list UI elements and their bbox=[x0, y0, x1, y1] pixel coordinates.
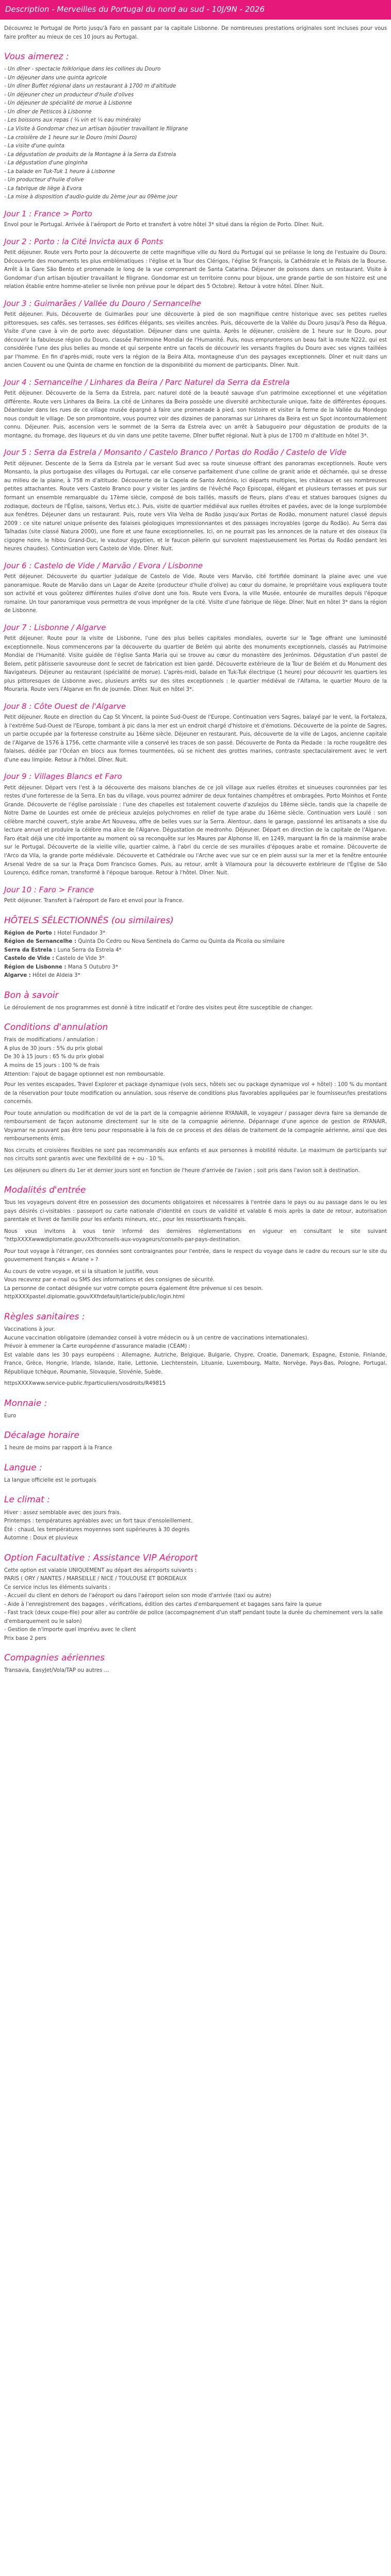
day-9-heading: Jour 9 : Villages Blancs et Faro bbox=[4, 772, 122, 782]
day-10-heading: Jour 10 : Faro > France bbox=[4, 885, 94, 894]
conditions-paragraph: Nos circuits et croisières flexibles ne sont pas recommandés aux enfants et aux personnes à mobilité réduite. Le maximum de participants sur nos circuits sont garantis avec une flexibilité de + ou - 10 %. bbox=[4, 1147, 387, 1162]
hotel-name: Castelo de Vide 3* bbox=[54, 956, 105, 962]
modalites-line: Au cours de votre voyage, et si la situation le justifie, vous bbox=[4, 1268, 158, 1275]
day-3-text: Petit déjeuner. Puis, Découverte de Guimarães pour une découverte à pied de son magnifique centre historique avec ses petites ruelles pittoresques, ses cafés, ses terrasses, ses édifices élégants, ses vieilles ancrées. Puis, découverte de la Vallée du Douro jusqu'à Peso da Régua. Visite d'une cave à vin de porto avec dégustation. Déjeuner dans une quinta. Après le déjeuner, croisière de 1 heure sur le Douro, pour découvrir la fabuleuse région du Douro, classée Patrimoine Mondial de l'Humanité. Puis, nous emprunterons un beau fait la route N222, qui est considérée l'une des plus belles au monde et qui serpente entre un facels de découvrir les versants fragiles du Douro avec ses vignes taillées par l'homme. En fin d'après-midi, route vers la région de la Beira Alta, montagneuse d'un des paysages exceptionnels. Dîner et nuit dans un ancien Couvent ou une Quinta de charme en fonction de la disponibilité du moment de participants. Dîner. Nuit. bbox=[4, 312, 387, 369]
climat-heading: Le climat : bbox=[4, 1495, 50, 1505]
modalites-paragraph: Tous les voyageurs doivent être en possession des documents obligatoires et nécessaires à l'entrée dans le pays ou au passage dans le ou les pays désirés ci-visitables : passeport ou carte nationale d'identité en cours de validité et valable 6 mois après la date de retour, autorisation parentale et livret de famille pour les enfants mineurs, etc., pour les ressortissants français. bbox=[4, 1200, 387, 1223]
list-item: - La mise à disposition d'audio-guide du 2ème jour au 09ème jour bbox=[4, 194, 177, 200]
hotel-region: Région de Lisbonne : bbox=[4, 964, 67, 970]
list-item: - La balade en Tuk-Tuk 1 heure à Lisbonne bbox=[4, 168, 115, 175]
hotels-heading: HÔTELS SÉLECTIONNÉS (ou similaires) bbox=[4, 915, 174, 926]
hotel-name: Hôtel de Aldeia 3* bbox=[30, 973, 80, 979]
list-item: - Les boissons aux repas ( ¼ vin et ¼ eau minérale) bbox=[4, 117, 141, 124]
list-item: - Un producteur d'huile d'olive bbox=[4, 177, 84, 183]
option-line: - Aide à l'enregistrement des bagages , vérifications, édition des cartes d'embarquement et bagages sans faire la queue bbox=[4, 1601, 322, 1607]
decalage-value: 1 heure de moins par rapport à la France bbox=[4, 1445, 112, 1451]
sanitaires-line: Vaccinations à jour. bbox=[4, 1327, 55, 1333]
decalage-heading: Décalage horaire bbox=[4, 1430, 79, 1441]
day-7-text: Petit déjeuner. Route pour la visite de Lisbonne, l'une des plus belles capitales mondiales, ouverte sur le Tage offrant une luminosité exceptionnelle. Nous commencerons par la découverte du quartier de Belém qui abrite des monuments exceptionnels, classés au Patrimoine Mondial de l'Humanité. Visite guidée de l'église Santa Maria qui se trouve au cœur du monastère des Jerónimos. Dégustation d'un pastel de Belem, petit pâtisserie savoureuse dont le secret de fabrication est bien gardé. Découverte extérieure de la Tour de Belém et du Monument des Navigateurs. Déjeuner au restaurant (spécialité de morue). L'après-midi, balade en Tuk-Tuk électrique (1 heure) pour découvrir les quartiers les plus pittoresques de Lisbonne avec, plusieurs arrêts sur des sites exceptionnels : le quartier médiéval de l'Alfama, le quartier Mouro de la Mouraria. Route vers l'Algarve en fin de journée. Dîner. Nuit en hôtel 3*. bbox=[4, 636, 387, 693]
sanitaires-heading: Règles sanitaires : bbox=[4, 1311, 85, 1322]
condition-line: Attention: l'ajout de bagage optionnel est non remboursable. bbox=[4, 1071, 165, 1077]
hotel-item bbox=[4, 963, 387, 972]
langue-heading: Langue : bbox=[4, 1462, 42, 1473]
hotel-item bbox=[4, 938, 387, 946]
hotel-region: Région de Sernancelhe : bbox=[4, 939, 76, 945]
monnaie-value: Euro bbox=[4, 1413, 17, 1419]
climat-line: Hiver : assez semblable avec des jours frais. bbox=[4, 1510, 121, 1516]
list-item: - La dégustation de produits de la Montagne à la Serra da Estrela bbox=[4, 151, 176, 158]
list-item: - Un dîner - spectacle folklorique dans les collines du Douro bbox=[4, 66, 161, 73]
climat-line: Été : chaud, les températures moyennes sont supérieures à 30 degrés bbox=[4, 1527, 190, 1533]
list-item: - Un déjeuner dans une quinta agricole bbox=[4, 75, 107, 81]
sanitaires-paragraph: Est valable dans les 30 pays européens : Allemagne, Autriche, Belgique, Bulgarie, Chypre, Croatie, Danemark, Espagne, Estonie, Finlande, France, Grèce, Hongrie, Irlande, Islande, Italie, Lettonie, Liechtenstein, Lituanie, Luxembourg, Malte, Norvège, Pays-Bas, Pologne, Portugal, République tchèque, Roumanie, Slovaquie, Slovénie, Suède. bbox=[4, 1352, 387, 1375]
conditions-heading: Conditions d'annulation bbox=[4, 1022, 108, 1033]
option-line: - Accueil du client en dehors de l'aéroport ou dans l'aéroport selon son mode d'arrivée (taxi ou autre) bbox=[4, 1593, 271, 1599]
condition-line: Frais de modifications / annulation : bbox=[4, 1037, 99, 1043]
day-1-heading: Jour 1 : France > Porto bbox=[4, 209, 92, 218]
list-item: - La visite d'une quinta bbox=[4, 143, 64, 149]
day-5-heading: Jour 5 : Serra da Estrela / Monsanto / Castelo Branco / Portas do Rodão / Castelo de Vide bbox=[4, 448, 347, 457]
day-3-heading: Jour 3 : Guimarães / Vallée du Douro / Sernancelhe bbox=[4, 298, 201, 308]
option-lines bbox=[4, 1567, 387, 1643]
list-item: - Un déjeuner de spécialité de morue à Lisbonne bbox=[4, 100, 132, 107]
climat-line: Automne : Doux et pluvieux bbox=[4, 1535, 78, 1541]
hotel-region: Région de Porto : bbox=[4, 930, 56, 936]
hotel-region: Serra da Estrela : bbox=[4, 947, 56, 953]
list-item: - Un déjeuner chez un producteur d'huile d'olives bbox=[4, 92, 134, 98]
list-item: - Un dîner de Petiscos à Lisbonne bbox=[4, 109, 92, 115]
compagnies-value: Transavia, EasyJet/Vola/TAP ou autres ... bbox=[4, 1668, 109, 1674]
option-line: PARIS ( ORY / NANTES / MARSEILLE / NICE / TOULOUSE ET BORDEAUX bbox=[4, 1576, 187, 1582]
hotel-name: Hotel Fundador 3* bbox=[56, 930, 106, 936]
hotel-name: Quinta Do Cedro ou Nova Sentinela do Carmo ou Quinta da Picoila ou similaire bbox=[76, 939, 285, 945]
bon-a-savoir-heading: Bon à savoir bbox=[4, 990, 59, 1001]
compagnies-heading: Compagnies aériennes bbox=[4, 1653, 105, 1664]
day-4-heading: Jour 4 : Sernancelhe / Linhares da Beira / Parc Naturel da Serra da Estrela bbox=[4, 377, 290, 387]
sanitaires-line: Aucune vaccination obligatoire (demandez conseil à votre médecin ou à un centre de vaccinations internationales). bbox=[4, 1335, 309, 1341]
conditions-paragraph: Pour toute annulation ou modification de vol de la part de la compagnie aérienne RYANAIR, le voyageur / passager devra faire sa demande de remboursement de façon autonome directement sur le site de la compagnie aérienne. Dépannage d'une agence de gestion de RYANAIR, Voyamar ne pouvant pas être tenu pour responsable à la fois de ce process et des délais de traitement de la compagnie aérienne, ainsi que des remboursements émis. bbox=[4, 1110, 387, 1142]
sanitaires-line: Prévoir à emmener la Carte européenne d'assurance maladie (CEAM) : bbox=[4, 1344, 190, 1350]
hotel-name: Luna Serra da Estrela 4* bbox=[56, 947, 122, 953]
modalites-paragraph: Nous vous invitons à vous tenir informé des dernières réglementations en vigueur en consultant le site suivant "httpXXXXwwwdiplomatie.gouvXXfrconseils-aux-voyageurs/conseils-par-pays-destination. bbox=[4, 1228, 387, 1243]
day-5-text: Petit déjeuner. Descente de la Serra da Estrela par le versant Sud avec sa route sinueuse offrant des panoramas exceptionnels. Route vers Monsanto, la plus portugaise des villages du Portugal, car elle conserve parfaitement d'une colline de granit aride et décharnée, qui se dresse au milieu de la plaine, à 758 m d'altitude. Découverte de la Capela de Santo António, ici départs multiples, les châteaux et ses nombreuses petites attachantes. Route vers Castelo Branco pour y visiter les jardins de l'évêché Paço Episcopal, élégant et plusieurs terrasses et puis sur formant un ensemble remarquable du 17ème siècle, composé de bois taillés, massifs de fleurs, plans d'eau et statues baroques (signes du zodiaque, docteurs de l'Église, saisons, Vertus etc.). Puis, visite de quartier médiéval aux ruelles étroites et pavées, avec de la longe surplombée aux fenêtres. Déjeuner dans un restaurant. Puis, route vers Vila Velha de Rodão jusqu'aux Portas de Rodão, monument naturel classé depuis 2009 : ce site naturel unique présente des falaises géologiques impressionnantes et des passages incroyables (gorge du Rodão). Au Serra das Talhadas (site classé Natura 2000), une flore et une faune exceptionnelles. Ici, on ne pourrait pas les annonces de la nature et des oiseaux (la cigogne noire, le hibou Grand-Duc, le vautour égyptien, et le faucon pèlerin qui survolent majestueusement les Portas du Rodão pendant les heures chaudes). Continuation vers Castelo de Vide. Dîner. Nuit. bbox=[4, 461, 387, 552]
day-4-text: Petit déjeuner. Découverte de la Serra da Estrela, parc naturel doté de la beauté sauvage d'un patrimoine exceptionnel et une végétation différente. Route vers Linhares da Beira. La cité de Linhares da Beira possède une diversité architecturale unique, faite de différentes époques. Déambuler dans les rues de ce village musée épargné à faire une promenade à pied, son histoire et visiter la ferme de la Vallée du Mondego nous conduit le village. De son promontoire, vous pourrez voir des dizaines de panoramas sur Linhares da Beira est un Spot incontournablement connu. Déjeuner. Puis, ascension vers le sommet de la Serra da Estrela avec un arrêt à Sabugueiro pour dégustation de produits de la montagne, du fromage, des liqueurs et du vin dans une petite taverne. Dîner buffet régional. Nuit à plus de 1700 m d'altitude en hôtel 3*. bbox=[4, 391, 387, 439]
monnaie-heading: Monnaie : bbox=[4, 1398, 47, 1409]
day-10-text: Petit déjeuner. Transfert à l'aéroport de Faro et envol pour la France. bbox=[4, 898, 184, 904]
conditions-paragraph: Les déjeuners ou dîners du 1er et dernier jours sont en fonction de l'heure d'arrivée de l'avion ; soit pris dans l'avion soit à destination. bbox=[4, 1167, 360, 1174]
sanitaires-link[interactable]: httpsXXXXwww.service-public.frparticuliers/vosdroits/R49815 bbox=[4, 1381, 166, 1387]
option-line: - Gestion de n'importe quel imprévu avec le client bbox=[4, 1627, 136, 1633]
hotel-name: Mana 5 Outubro 3* bbox=[66, 964, 118, 970]
list-item: - Un dîner Buffet régional dans un restaurant à 1700 m d'altitude bbox=[4, 83, 176, 90]
day-8-text: Petit déjeuner. Route en direction du Cap St Vincent, la pointe Sud-Ouest de l'Europe. Continuation vers Sagres, balayé par le vent, la Fortaleza, à l'extrême Sud-Ouest de l'Europe, tombant à pic dans la mer est un endroit chargé d'histoire et d'émotions. Découverte de la pointe de Sagres, un partie occupée par la forteresse construite au 16ème siècle. Déjeuner en restaurant. Puis, découverte de la ville de Lagos, ancienne capitale de l'Algarve de 1576 à 1756, cette charmante ville a conservé les traces de son passé. Découverte de Ponta da Piedade : la roche rougeâtre des falaises, dédiée par l'Océan en blocs aux formes tourmentées, où se nichent des grottes marines, contraste spectaculairement avec le vert d'une eau limpide. Retour à l'hôtel. Dîner. Nuit. bbox=[4, 715, 387, 763]
day-1-text: Envol pour le Portugal. Arrivée à l'aéroport de Porto et transfert à votre hôtel 3* situé dans la région de Porto. Dîner. Nuit. bbox=[4, 222, 324, 228]
hotel-item bbox=[4, 946, 387, 955]
option-line: Ce service inclus les éléments suivants : bbox=[4, 1584, 111, 1590]
modalites-line: La personne de contact désignée sur votre compte pourra également être prévenue si ces besoin. bbox=[4, 1285, 264, 1292]
hotel-region: Algarve : bbox=[4, 973, 31, 979]
highlights-list bbox=[4, 65, 387, 201]
list-item: - La croisière de 1 heure sur le Douro (mini Douro) bbox=[4, 134, 137, 141]
option-line: Prix base 2 pers bbox=[4, 1635, 46, 1641]
hotel-item bbox=[4, 955, 387, 963]
option-line: - Fast track (deux coupe-file) pour aller au contrôle de police (accompagnement d'un staff pendant toute la durée du cheminement vers la salle d'embarquement ou le salon) bbox=[4, 1610, 383, 1624]
day-9-text: Petit déjeuner. Départ vers l'est à la découverte des maisons blanches de ce joli village aux ruelles étroites et sinueuses couronnées par les restes d'une forteresse de la Serra. En bas du village, vous pourrez admirer de deux fontaines champêtres et ombragées. Porto Moinhos et Fonte Grande. Découverte de l'église paroissiale : l'une des chapelles est totalement couverte d'azulejos du 18ème siècle, tandis que la chapelle de Notre Dame de Lourdes est ornée de précieux azulejos polychromes en relief de type arabe du 16ème siècle. Continuation vers Loulé : son célèbre marché couvert, style arabe Art Nouveau, offre de belles vues sur la Serra. Alentour, dans le garage, passionné les artisanats a sise du lecture annuel et produire la célébre ma alice de l'Algarve. Dégustation de medronho. Déjeuner. Départ en direction de la capitale de l'Algarve. Faro était déjà une cité importante au moment où sa reconquête sur les Maures par Alphonse III, en 1249, marquant la fin de la mainmise arabe sur le Portugal. Découverte de la vieille ville, quartier calme, à l'abri du cercle de ses murailles d'époques arabe et romaine. Découverte de l'Arco da Vila, la grande porte médiévale. Découverte et Cathédrale ou l'Arche avec vue sur ce en plein aussi sur la mer et la fenêtre entourée Arsenal Vedre de sa sur la Praça Dom Francisco Gomes. Puis, au retour, arrêt à Vilamoura pour la découverte extérieure de l'Église de São Lourenço, édifice roman, transformé à l'époque baroque. Retour à l'hôtel. Dîner. Nuit. bbox=[4, 785, 387, 876]
hotel-item bbox=[4, 929, 387, 938]
option-heading: Option Facultative : Assistance VIP Aéroport bbox=[4, 1552, 198, 1563]
day-7-heading: Jour 7 : Lisbonne / Algarve bbox=[4, 622, 106, 632]
hotel-region: Castelo de Vide : bbox=[4, 956, 54, 962]
climat-line: Printemps : températures agréables avec un fort taux d'ensoleillement. bbox=[4, 1518, 193, 1524]
bon-a-savoir-text: Le déroulement de nos programmes est donné à titre indicatif et l'ordre des visites peut être susceptible de changer. bbox=[4, 1005, 313, 1011]
conditions-lines bbox=[4, 1036, 387, 1079]
day-6-heading: Jour 6 : Castelo de Vide / Marvão / Evora / Lisbonne bbox=[4, 561, 203, 570]
langue-value: La langue officielle est le portugais bbox=[4, 1477, 96, 1483]
day-2-heading: Jour 2 : Porto : la Cité Invicta aux 6 Ponts bbox=[4, 236, 164, 246]
modalites-lines bbox=[4, 1268, 387, 1302]
page-banner: Description - Merveilles du Portugal du nord au sud - 10J/9N - 2026 bbox=[0, 0, 391, 20]
modalites-paragraph: Pour tout voyage à l'étranger, ces données sont contraignantes pour l'entrée, dans le respect du voyage dans le cadre du recours sur le site du gouvernement français « Ariane » ? bbox=[4, 1248, 387, 1263]
modalites-line: Vous recevrez par e-mail ou SMS des informations et des consignes de sécurité. bbox=[4, 1277, 215, 1283]
option-line: Cette option est valable UNIQUEMENT au départ des aéroports suivants : bbox=[4, 1567, 197, 1573]
sanitaires-lines bbox=[4, 1326, 387, 1351]
day-2-text: Petit déjeuner. Route vers Porto pour la découverte de cette magnifique ville du Nord du Portugal qui se prélasse le long de l'estuaire du Douro. Découverte des monuments les plus emblématiques : l'église et la Tour des Clérigos, l'église St François, la Cathédrale et le Palais de la Bourse. Arrêt à la Gare São Bento et promenade le long de la vue comprenant de Santa Catarina. Déjeuner de poissons dans un restaurant. Visite à Gondomar d'un artisan bijoutier travaillant le filigrane. Gondomar est un territoire connu pour bijoux, une grande partie de son histoire est une relation établie entre homme-atelier se livrée non prévue pour le départ des 5 Octobre). Retour à votre hôtel. Dîner. Nuit. bbox=[4, 250, 387, 290]
list-item: - La fabrique de liège à Evora bbox=[4, 185, 82, 192]
condition-line: A moins de 15 jours : 100 % de frais bbox=[4, 1063, 100, 1069]
modalites-heading: Modalités d'entrée bbox=[4, 1185, 86, 1196]
condition-line: A plus de 30 jours : 5% du prix global bbox=[4, 1045, 103, 1052]
modalites-link[interactable]: httpXXXXpastel.diplomatie.gouvXXfrdefault/iarticle/public/login.html bbox=[4, 1294, 185, 1300]
hotel-item bbox=[4, 972, 387, 980]
climat-lines bbox=[4, 1509, 387, 1543]
condition-line: De 30 à 15 jours : 65 % du prix global bbox=[4, 1054, 104, 1060]
intro-text: Découvrez le Portugal de Porto jusqu'à Faro en passant par la capitale Lisbonne. De nombreuses prestations originales sont incluses pour vous faire profiter au mieux de ces 10 jours au Portugal. bbox=[4, 26, 387, 40]
conditions-paragraph: Pour les ventes escapades, Travel Explorer et package dynamique (vols secs, hôtels sec ou package dynamique vol + hôtel) : 100 % du montant de la réservation pour toute modification ou annulation, sous réserve de conditions plus favorables appliquées par le fournisseur/les prestations concernés. bbox=[4, 1082, 387, 1105]
day-6-text: Petit déjeuner. Découverte du quartier judaïque de Castelo de Vide. Route vers Marvão, cité fortifiée dominant la plaine avec une vue panoramique. Route de Marvão dans un Lagar de Azeite (producteur d'huile d'olive) au cœur du domaine, le propriétaire vous expliquera toute son activité et vous goûterez différentes huiles d'olive dont une fois. Route vers Evora, la ville Musée, entourée de murailles depuis l'époque romaine. Un tour panoramique vous permettra de vous imprégner de la cité. Visite d'une fabrique de liège. Dîner. Nuit en hôtel 3* dans la région de Lisbonne. bbox=[4, 574, 387, 614]
day-8-heading: Jour 8 : Côte Ouest de l'Algarve bbox=[4, 701, 126, 711]
hotels-list bbox=[4, 929, 387, 980]
list-item: - La Visite à Gondomar chez un artisan bijoutier travaillant le filigrane bbox=[4, 126, 188, 132]
vous-aimerez-heading: Vous aimerez : bbox=[4, 52, 69, 62]
list-item: - La dégustation d'une ginginha bbox=[4, 160, 88, 166]
